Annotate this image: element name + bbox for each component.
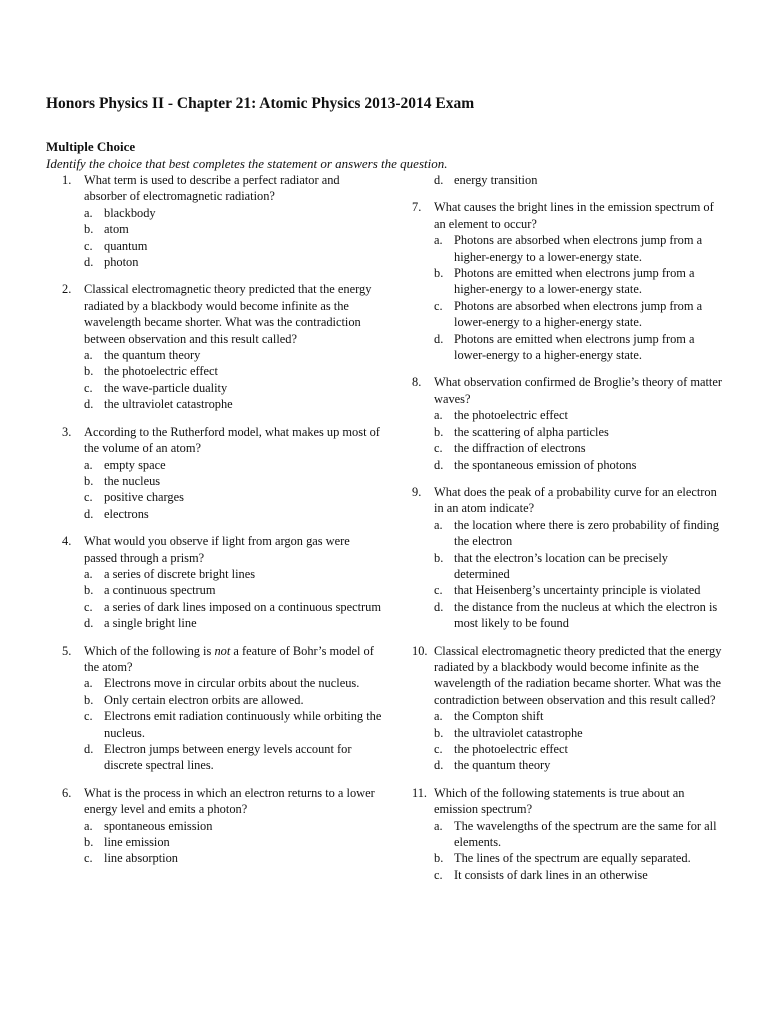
option-letter: c. xyxy=(84,599,93,614)
answer-option xyxy=(84,599,384,615)
option-text: that the electron’s location can be precisely determined xyxy=(454,550,668,581)
section-heading: Multiple Choice xyxy=(46,139,136,154)
option-text: the nucleus xyxy=(104,473,161,488)
option-letter: a. xyxy=(84,676,93,691)
answer-option xyxy=(84,675,384,691)
option-text: line absorption xyxy=(104,851,178,866)
option-text: the quantum theory xyxy=(104,348,201,363)
answer-option xyxy=(84,506,384,522)
answer-option xyxy=(434,407,726,423)
answer-option xyxy=(434,331,726,364)
answer-option xyxy=(434,172,726,188)
option-text: photon xyxy=(104,255,139,270)
question-stem: What observation confirmed de Broglie’s theory of matter waves? xyxy=(434,375,722,406)
option-letter: d. xyxy=(84,255,94,270)
question-stem: According to the Rutherford model, what makes up most of the volume of an atom? xyxy=(84,424,380,456)
option-letter: c. xyxy=(84,851,93,866)
option-text: It consists of dark lines in an otherwise xyxy=(454,867,648,882)
answer-option xyxy=(434,424,726,440)
option-letter: a. xyxy=(434,517,443,532)
option-text: Electrons emit radiation continuously while orbiting the nucleus. xyxy=(104,709,382,740)
question-stem: Classical electromagnetic theory predicted that the energy radiated by a blackbody would become infinite as the wavelength became shorter. What was the contradiction between observation and this result called? xyxy=(84,282,372,346)
option-text: Electrons move in circular orbits about the nucleus. xyxy=(104,676,360,691)
option-letter: c. xyxy=(434,583,443,598)
answer-option xyxy=(84,473,384,489)
answer-option xyxy=(84,692,384,708)
answer-option xyxy=(434,725,726,741)
answer-option xyxy=(84,457,384,473)
option-letter: b. xyxy=(84,473,94,488)
instructions: Identify the choice that best completes the statement or answers the question. xyxy=(46,156,448,171)
option-letter: b. xyxy=(84,364,94,379)
answer-option xyxy=(434,757,726,773)
option-letter: d. xyxy=(434,457,444,472)
option-text: a continuous spectrum xyxy=(104,583,216,598)
answer-option xyxy=(434,818,726,851)
option-letter: a. xyxy=(84,348,93,363)
answer-option xyxy=(434,850,726,866)
option-text: the scattering of alpha particles xyxy=(454,424,609,439)
option-letter: d. xyxy=(84,506,94,521)
question-number: 4. xyxy=(62,534,72,549)
answer-option xyxy=(434,232,726,265)
option-text: the diffraction of electrons xyxy=(454,441,586,456)
option-letter: a. xyxy=(84,818,93,833)
question xyxy=(396,785,726,883)
option-text: empty space xyxy=(104,457,166,472)
question-number: 8. xyxy=(412,375,422,390)
option-letter: a. xyxy=(84,457,93,472)
option-text: the ultraviolet catastrophe xyxy=(104,397,233,412)
option-text: a single bright line xyxy=(104,616,197,631)
answer-option xyxy=(434,708,726,724)
option-text: the wave-particle duality xyxy=(104,380,228,395)
answer-option xyxy=(434,440,726,456)
question-number: 11. xyxy=(412,785,428,800)
option-text: Photons are absorbed when electrons jump from a lower-energy to a higher-energy state. xyxy=(454,298,703,330)
answer-option xyxy=(84,615,384,631)
answer-option xyxy=(84,566,384,582)
right-column xyxy=(396,172,726,894)
question-number: 5. xyxy=(62,643,72,658)
option-text: the quantum theory xyxy=(454,758,551,773)
option-letter: d. xyxy=(84,742,94,756)
question xyxy=(396,374,726,472)
question-stem: What is the process in which an electron returns to a lower energy level and emits a photon? xyxy=(84,785,375,817)
answer-option xyxy=(434,741,726,757)
option-text: the photoelectric effect xyxy=(104,364,218,379)
question-6-continuation xyxy=(396,172,726,188)
option-text: quantum xyxy=(104,238,148,253)
question xyxy=(46,172,384,270)
option-letter: a. xyxy=(434,233,443,248)
answer-option xyxy=(84,347,384,363)
option-letter: a. xyxy=(84,205,93,220)
left-column xyxy=(46,172,384,878)
question xyxy=(46,643,384,774)
option-letter: d. xyxy=(84,397,94,412)
option-text: Photons are emitted when electrons jump from a higher-energy to a lower-energy state. xyxy=(454,266,695,297)
question-stem: What causes the bright lines in the emission spectrum of an element to occur? xyxy=(434,200,714,231)
answer-option xyxy=(84,238,384,254)
option-text: the distance from the nucleus at which the electron is most likely to be found xyxy=(454,599,718,631)
option-letter: c. xyxy=(434,298,443,313)
answer-option xyxy=(434,550,726,583)
answer-option xyxy=(434,457,726,473)
option-text: a series of discrete bright lines xyxy=(104,566,256,581)
option-letter: d. xyxy=(434,173,444,187)
question xyxy=(46,785,384,867)
option-text: Only certain electron orbits are allowed. xyxy=(104,692,304,707)
question-stem: What would you observe if light from argon gas were passed through a prism? xyxy=(84,534,350,565)
option-text: the location where there is zero probability of finding the electron xyxy=(454,517,719,549)
option-letter: d. xyxy=(434,599,444,614)
option-letter: a. xyxy=(434,818,443,833)
answer-option xyxy=(434,298,726,331)
option-letter: b. xyxy=(434,851,444,866)
exam-title: Honors Physics II - Chapter 21: Atomic Physics 2013-2014 Exam xyxy=(46,95,475,112)
option-text: the photoelectric effect xyxy=(454,408,568,423)
option-text: Electron jumps between energy levels account for discrete spectral lines. xyxy=(104,742,352,773)
answer-option xyxy=(434,265,726,298)
question xyxy=(396,643,726,774)
answer-option xyxy=(434,599,726,632)
option-text: The lines of the spectrum are equally separated. xyxy=(454,851,691,866)
option-letter: c. xyxy=(434,742,443,756)
answer-option xyxy=(84,363,384,379)
question-number: 9. xyxy=(412,484,422,499)
stem-text: Which of the following is xyxy=(84,643,215,658)
answer-option xyxy=(84,708,384,741)
option-letter: b. xyxy=(84,583,94,598)
answer-option xyxy=(84,221,384,237)
option-letter: a. xyxy=(84,566,93,581)
option-text: a series of dark lines imposed on a continuous spectrum xyxy=(104,599,382,614)
question-stem xyxy=(84,643,384,676)
option-letter: d. xyxy=(434,758,444,773)
option-text: Photons are emitted when electrons jump from a lower-energy to a higher-energy state. xyxy=(454,331,695,363)
answer-option xyxy=(434,867,726,883)
option-text: line emission xyxy=(104,835,170,850)
option-letter: b. xyxy=(84,692,94,707)
option-letter: c. xyxy=(434,441,443,456)
stem-text: a feature of Bohr’s model of the atom? xyxy=(84,643,374,674)
option-letter: c. xyxy=(434,867,443,882)
answer-option xyxy=(84,741,384,774)
option-letter: d. xyxy=(84,616,94,631)
question xyxy=(396,484,726,632)
option-letter: b. xyxy=(434,424,444,439)
option-letter: b. xyxy=(434,266,444,281)
answer-option xyxy=(84,834,384,850)
answer-option xyxy=(84,254,384,270)
question-number: 1. xyxy=(62,173,72,187)
question-number: 7. xyxy=(412,200,422,215)
option-text: positive charges xyxy=(104,490,184,505)
question-stem: What term is used to describe a perfect radiator and absorber of electromagnetic radiation? xyxy=(84,173,340,204)
answer-option xyxy=(84,818,384,834)
option-letter: a. xyxy=(434,709,443,724)
option-text: atom xyxy=(104,222,129,237)
option-text: that Heisenberg’s uncertainty principle is violated xyxy=(454,583,701,598)
option-text: spontaneous emission xyxy=(104,818,213,833)
answer-option xyxy=(84,850,384,866)
question-number: 2. xyxy=(62,282,72,297)
option-text: energy transition xyxy=(454,173,538,187)
option-text: the ultraviolet catastrophe xyxy=(454,725,583,740)
answer-option xyxy=(84,396,384,412)
question-number: 10. xyxy=(412,643,428,658)
option-letter: b. xyxy=(84,835,94,850)
option-letter: c. xyxy=(84,380,93,395)
option-text: blackbody xyxy=(104,205,156,220)
question xyxy=(46,424,384,522)
question-number: 6. xyxy=(62,785,72,800)
option-letter: b. xyxy=(434,550,444,565)
option-text: The wavelengths of the spectrum are the same for all elements. xyxy=(454,818,717,850)
option-letter: b. xyxy=(84,222,94,237)
option-letter: b. xyxy=(434,725,444,740)
answer-option xyxy=(84,380,384,396)
question-stem: Classical electromagnetic theory predicted that the energy radiated by a blackbody would become infinite as the wavelength of the radiation became shorter. What was the contradiction between observation and this result called? xyxy=(434,643,722,707)
option-letter: a. xyxy=(434,408,443,423)
stem-emphasis: not xyxy=(214,643,231,658)
option-text: Photons are absorbed when electrons jump from a higher-energy to a lower-energy state. xyxy=(454,233,703,264)
question xyxy=(46,533,384,631)
option-text: the Compton shift xyxy=(454,709,544,724)
option-text: electrons xyxy=(104,506,149,521)
answer-option xyxy=(84,489,384,505)
option-letter: c. xyxy=(84,490,93,505)
option-letter: c. xyxy=(84,709,93,724)
question-stem: Which of the following statements is true about an emission spectrum? xyxy=(434,785,685,817)
answer-option xyxy=(84,205,384,221)
question xyxy=(396,199,726,363)
option-text: the spontaneous emission of photons xyxy=(454,457,637,472)
option-text: the photoelectric effect xyxy=(454,742,568,756)
question xyxy=(46,281,384,412)
answer-option xyxy=(84,582,384,598)
option-letter: d. xyxy=(434,331,444,346)
option-letter: c. xyxy=(84,238,93,253)
question-number: 3. xyxy=(62,424,72,439)
answer-option xyxy=(434,517,726,550)
answer-option xyxy=(434,582,726,598)
question-stem: What does the peak of a probability curve for an electron in an atom indicate? xyxy=(434,484,717,516)
